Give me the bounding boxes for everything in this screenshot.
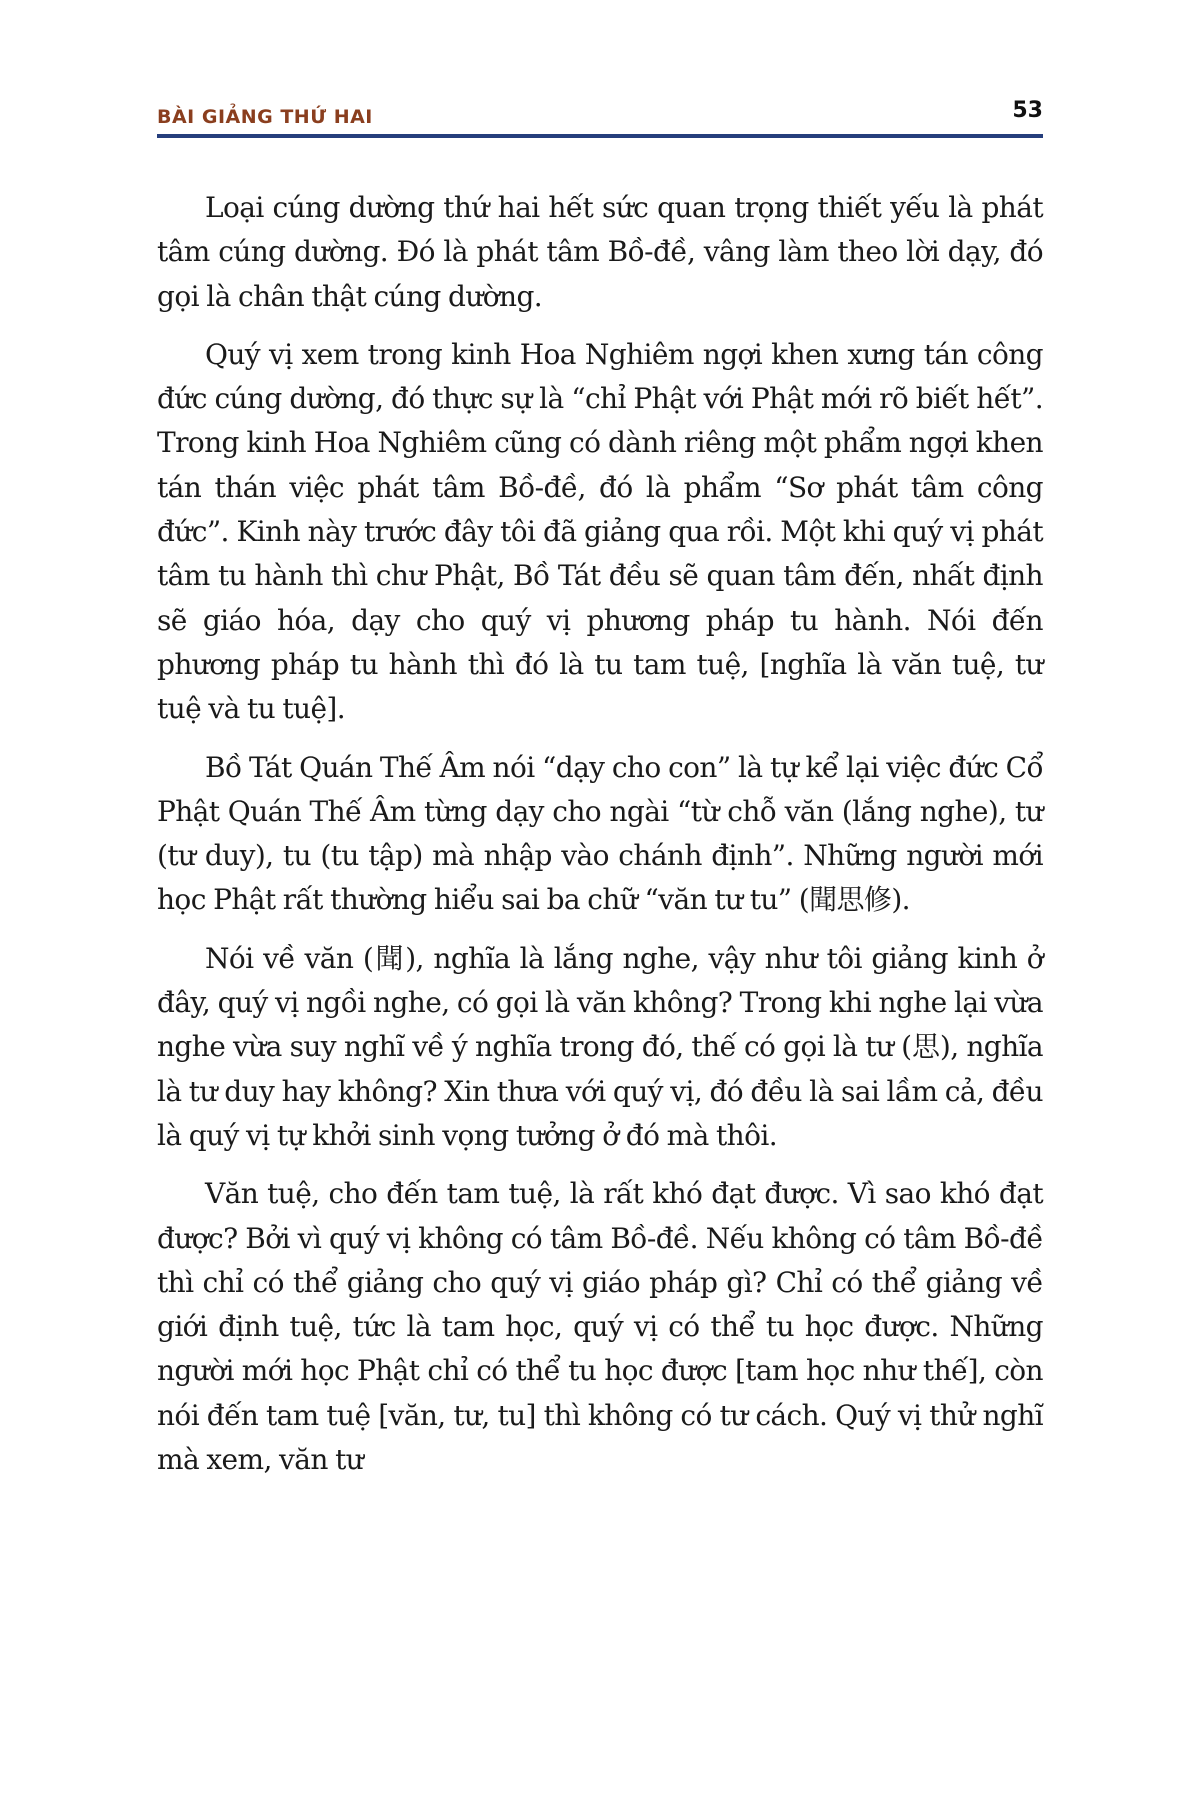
paragraph: Văn tuệ, cho đến tam tuệ, là rất khó đạt được. Vì sao khó đạt được? Bởi vì quý vị không có tâm Bồ-đề. Nếu không có tâm Bồ-đề thì chỉ có thể giảng cho quý vị giáo pháp gì? Chỉ có thể giảng về giới định tuệ, tức là tam học, quý vị có thể tu học được. Những người mới học Phật chỉ có thể tu học được [tam học như thế], còn nói đến tam tuệ [văn, tư, tu] thì không có tư cách. Quý vị thử nghĩ mà xem, văn tư [157, 1177, 1043, 1477]
paragraph: Nói về văn (聞), nghĩa là lắng nghe, vậy như tôi giảng kinh ở đây, quý vị ngồi nghe, có gọi là văn không? Trong khi nghe lại vừa nghe vừa suy nghĩ về ý nghĩa trong đó, thế có gọi là tư (思), nghĩa là tư duy hay không? Xin thưa với quý vị, đó đều là sai lầm cả, đều là quý vị tự khởi sinh vọng tưởng ở đó mà thôi. [157, 941, 1043, 1152]
header-rule [157, 134, 1043, 138]
running-header [157, 98, 1043, 138]
paragraph: Bồ Tát Quán Thế Âm nói “dạy cho con” là tự kể lại việc đức Cổ Phật Quán Thế Âm từng dạy cho ngài “từ chỗ văn (lắng nghe), tư (tư duy), tu (tu tập) mà nhập vào chánh định”. Những người mới học Phật rất thường hiểu sai ba chữ “văn tư tu” (聞思修). [157, 750, 1043, 917]
paragraph: Quý vị xem trong kinh Hoa Nghiêm ngợi khen xưng tán công đức cúng dường, đó thực sự là “chỉ Phật với Phật mới rõ biết hết”. Trong kinh Hoa Nghiêm cũng có dành riêng một phẩm ngợi khen tán thán việc phát tâm Bồ-đề, đó là phẩm “Sơ phát tâm công đức”. Kinh này trước đây tôi đã giảng qua rồi. Một khi quý vị phát tâm tu hành thì chư Phật, Bồ Tát đều sẽ quan tâm đến, nhất định sẽ giáo hóa, dạy cho quý vị phương pháp tu hành. Nói đến phương pháp tu hành thì đó là tu tam tuệ, [nghĩa là văn tuệ, tư tuệ và tu tuệ]. [157, 337, 1043, 726]
page-body [157, 186, 1043, 1496]
page-number: 53 [1012, 98, 1043, 123]
paragraph: Loại cúng dường thứ hai hết sức quan trọng thiết yếu là phát tâm cúng dường. Đó là phát tâm Bồ-đề, vâng làm theo lời dạy, đó gọi là chân thật cúng dường. [157, 191, 1043, 313]
chapter-title: BÀI GIẢNG THỨ HAI [157, 106, 373, 128]
